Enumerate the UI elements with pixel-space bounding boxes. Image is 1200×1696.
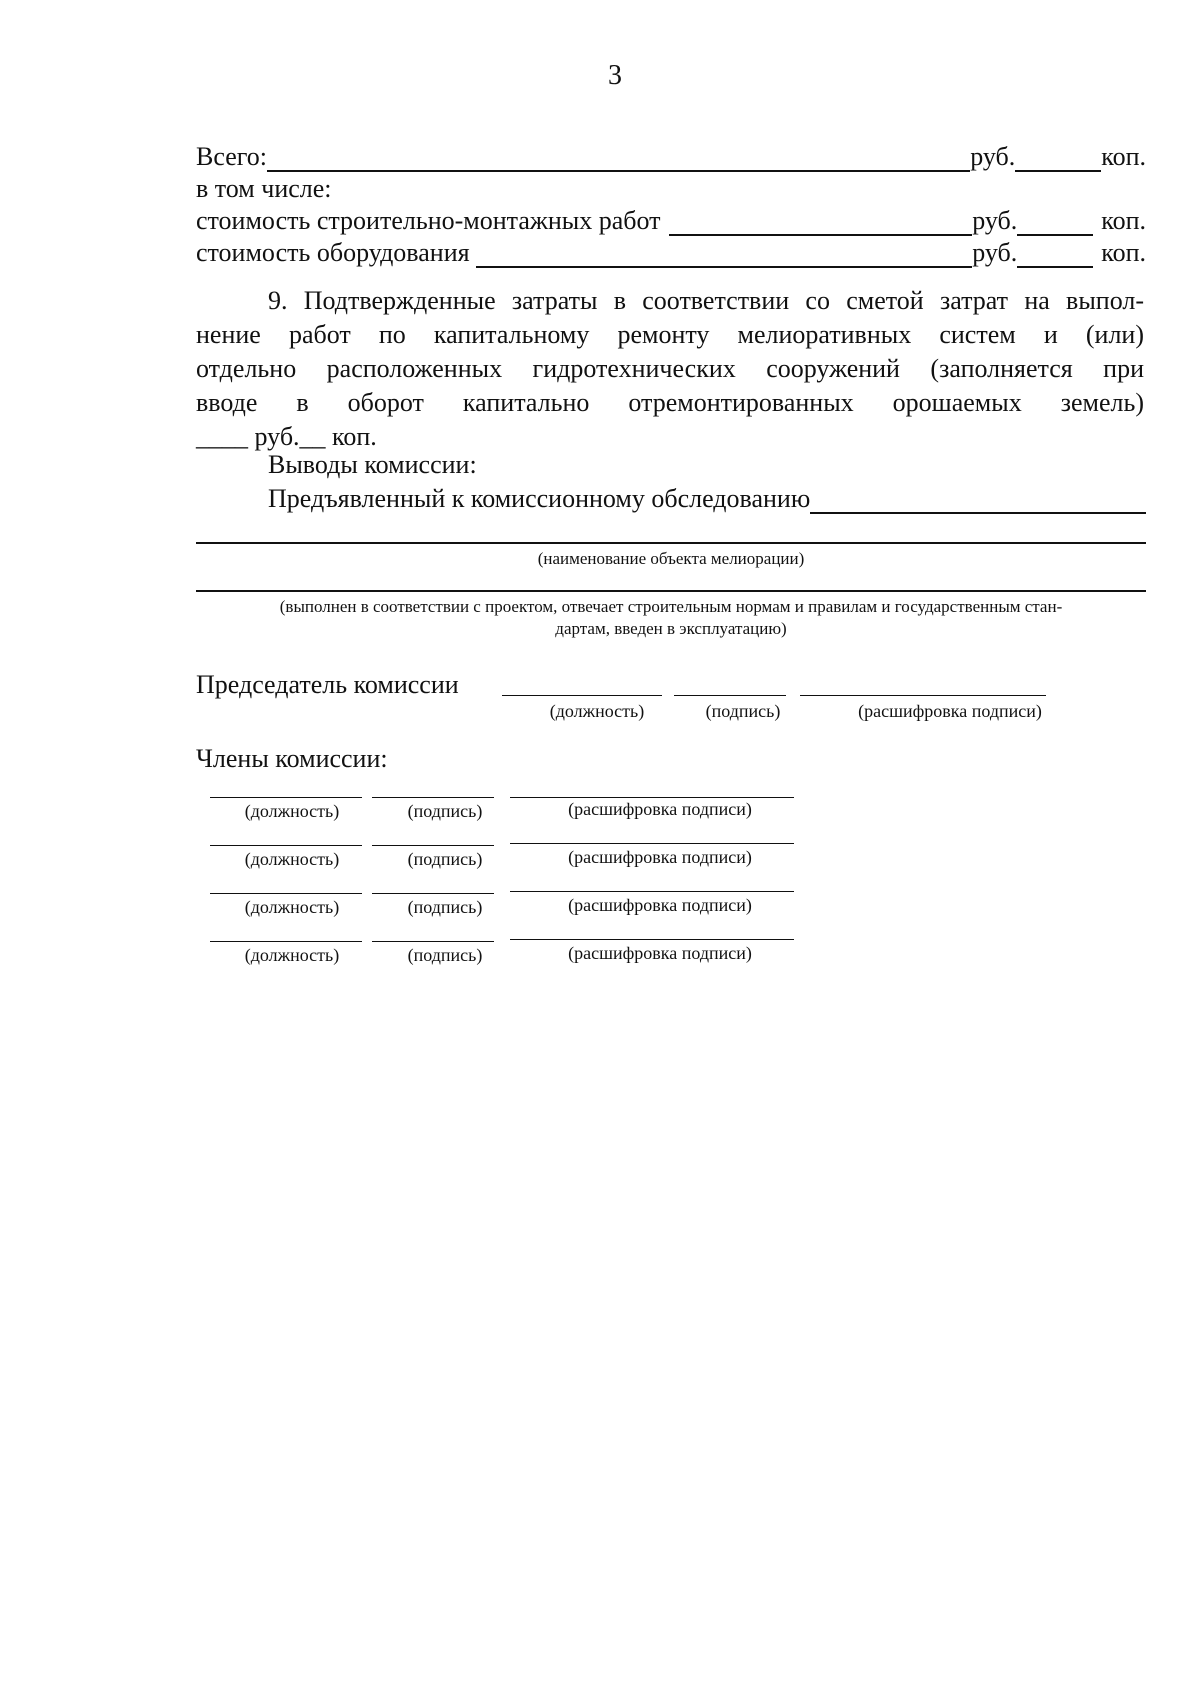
section-9-line-2: нение работ по капитальному ремонту мелиоративных систем и (или): [196, 320, 1144, 349]
construction-row: [196, 202, 1146, 236]
total-label: Всего:: [196, 142, 267, 171]
presented-row: [268, 480, 1146, 514]
member-1-signature-line[interactable]: [372, 797, 494, 798]
member-2-position-caption: (должность): [244, 849, 340, 869]
chairman-position-caption: (должность): [549, 701, 645, 721]
object-name-caption: (наименование объекта мелиорации): [537, 549, 805, 568]
member-2-signature-caption: (подпись): [407, 849, 483, 869]
equipment-label: стоимость оборудования: [196, 238, 470, 267]
member-4-position-caption: (должность): [244, 945, 340, 965]
member-1-transcript-caption: (расшифровка подписи): [568, 799, 752, 819]
compliance-caption-1: (выполнен в соответствии с проектом, отвечает строительным нормам и правилам и государственным стан-: [279, 597, 1063, 616]
section-9-kop-label: коп.: [332, 422, 377, 451]
member-4-transcript-caption: (расшифровка подписи): [568, 943, 752, 963]
member-3-transcript-line[interactable]: [510, 891, 794, 892]
member-2-signature-line[interactable]: [372, 845, 494, 846]
including-label: в том числе:: [196, 174, 332, 203]
member-1-transcript-line[interactable]: [510, 797, 794, 798]
section-9-paragraph: [196, 284, 1144, 454]
member-3-signature-caption: (подпись): [407, 897, 483, 917]
presented-label: Предъявленный к комиссионному обследованию: [268, 484, 811, 513]
total-rub-field[interactable]: [267, 148, 970, 172]
construction-kop-label: коп.: [1101, 206, 1146, 235]
member-1-signature-caption: (подпись): [407, 801, 483, 821]
compliance-caption-2: дартам, введен в эксплуатацию): [555, 619, 787, 638]
equipment-kop-label: коп.: [1101, 238, 1146, 267]
construction-label: стоимость строительно-монтажных работ: [196, 206, 661, 235]
chairman-position-line[interactable]: [502, 695, 662, 696]
member-2-transcript-line[interactable]: [510, 843, 794, 844]
construction-rub-label: руб.: [972, 206, 1018, 235]
equipment-row: [196, 234, 1146, 268]
member-1-position-line[interactable]: [210, 797, 362, 798]
member-4-position-line[interactable]: [210, 941, 362, 942]
presented-field[interactable]: [810, 490, 1146, 514]
equipment-rub-field[interactable]: [476, 244, 973, 268]
member-3-position-caption: (должность): [244, 897, 340, 917]
compliance-line[interactable]: [196, 590, 1146, 592]
section-9-line-4: вводе в оборот капитально отремонтированных орошаемых земель): [196, 388, 1144, 417]
member-4-transcript-line[interactable]: [510, 939, 794, 940]
equipment-kop-field[interactable]: [1017, 244, 1093, 268]
member-3-transcript-caption: (расшифровка подписи): [568, 895, 752, 915]
total-kop-field[interactable]: [1015, 148, 1101, 172]
object-name-line[interactable]: [196, 542, 1146, 544]
page-number: 3: [608, 60, 622, 91]
chairman-label: Председатель комиссии: [196, 670, 459, 699]
construction-kop-field[interactable]: [1017, 212, 1093, 236]
total-rub-label: руб.: [970, 142, 1016, 171]
member-3-position-line[interactable]: [210, 893, 362, 894]
member-4-signature-line[interactable]: [372, 941, 494, 942]
section-9-kop-blank[interactable]: __: [299, 422, 326, 451]
member-2-position-line[interactable]: [210, 845, 362, 846]
member-4-signature-caption: (подпись): [407, 945, 483, 965]
section-9-rub-label: руб.: [254, 422, 300, 451]
section-9-line-1: 9. Подтвержденные затраты в соответствии со сметой затрат на выпол-: [268, 286, 1144, 315]
member-3-signature-line[interactable]: [372, 893, 494, 894]
chairman-signature-caption: (подпись): [705, 701, 781, 721]
total-row: [196, 138, 1146, 172]
conclusions-heading: Выводы комиссии:: [268, 450, 477, 479]
construction-rub-field[interactable]: [669, 212, 973, 236]
chairman-signature-line[interactable]: [674, 695, 786, 696]
member-2-transcript-caption: (расшифровка подписи): [568, 847, 752, 867]
section-9-rub-blank[interactable]: ____: [196, 422, 248, 451]
section-9-line-3: отдельно расположенных гидротехнических сооружений (заполняется при: [196, 354, 1144, 383]
equipment-rub-label: руб.: [972, 238, 1018, 267]
member-1-position-caption: (должность): [244, 801, 340, 821]
chairman-transcript-line[interactable]: [800, 695, 1046, 696]
members-label: Члены комиссии:: [196, 744, 388, 773]
chairman-transcript-caption: (расшифровка подписи): [858, 701, 1042, 721]
including-row: [196, 170, 1146, 204]
total-kop-label: коп.: [1101, 142, 1146, 171]
